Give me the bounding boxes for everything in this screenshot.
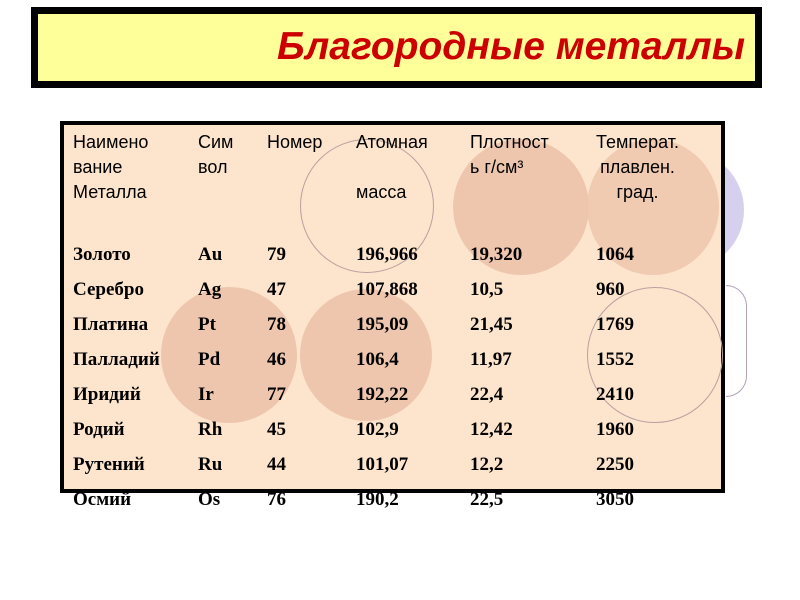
- cell-mass: 107,868: [356, 279, 418, 300]
- header-symbol: [198, 130, 233, 180]
- header-density-line: ь г/см³: [470, 157, 524, 177]
- header-mass-line: [356, 155, 428, 180]
- cell-name: Рутений: [73, 454, 145, 475]
- cell-melting: 1769: [596, 314, 634, 335]
- cell-density: 19,320: [470, 244, 523, 265]
- cell-melting: 2250: [596, 454, 634, 475]
- title-banner: [31, 7, 762, 88]
- cell-number: 45: [267, 419, 286, 440]
- cell-number: 76: [267, 489, 286, 510]
- cell-number: 78: [267, 314, 286, 335]
- cell-name: Родий: [73, 419, 125, 440]
- slide-title: Благородные металлы: [276, 25, 745, 68]
- cell-number: 47: [267, 279, 286, 300]
- cell-mass: 101,07: [356, 454, 409, 475]
- cell-mass: 195,09: [356, 314, 409, 335]
- header-melting-line: плавлен.: [600, 157, 675, 177]
- cell-symbol: Ir: [198, 384, 214, 405]
- header-melting-line: Температ.: [596, 132, 680, 152]
- cell-number: 46: [267, 349, 286, 370]
- cell-density: 21,45: [470, 314, 513, 335]
- cell-symbol: Os: [198, 489, 221, 510]
- cell-symbol: Ru: [198, 454, 223, 475]
- cell-density: 22,4: [470, 384, 504, 405]
- header-name-line: вание: [73, 157, 123, 177]
- metals-table: [60, 121, 725, 510]
- header-name: [73, 130, 148, 205]
- cell-melting: 960: [596, 279, 625, 300]
- header-name-line: Металла: [73, 182, 147, 202]
- metals-table-body: [64, 125, 721, 510]
- cell-name: Осмий: [73, 489, 132, 510]
- cell-name: Золото: [73, 244, 131, 265]
- cell-mass: 102,9: [356, 419, 399, 440]
- header-number-line: Номер: [267, 132, 323, 152]
- cell-melting: 3050: [596, 489, 634, 510]
- header-mass-line: Атомная: [356, 132, 428, 152]
- cell-mass: 190,2: [356, 489, 399, 510]
- cell-mass: 196,966: [356, 244, 418, 265]
- header-melting: [596, 130, 679, 205]
- cell-number: 44: [267, 454, 286, 475]
- cell-density: 10,5: [470, 279, 504, 300]
- header-melting-line: град.: [616, 182, 659, 202]
- cell-mass: 192,22: [356, 384, 409, 405]
- header-mass: [356, 130, 428, 205]
- header-density-line: Плотност: [470, 132, 549, 152]
- cell-density: 11,97: [470, 349, 512, 370]
- cell-symbol: Au: [198, 244, 223, 265]
- cell-melting: 1552: [596, 349, 634, 370]
- header-symbol-line: Сим: [198, 132, 234, 152]
- cell-melting: 1064: [596, 244, 634, 265]
- title-banner-inner: [38, 14, 755, 81]
- cell-density: 22,5: [470, 489, 504, 510]
- header-density: [470, 130, 549, 180]
- cell-name: Серебро: [73, 279, 144, 300]
- header-number: [267, 130, 322, 155]
- cell-number: 79: [267, 244, 286, 265]
- cell-symbol: Pt: [198, 314, 216, 335]
- cell-melting: 1960: [596, 419, 634, 440]
- decorative-ring: [726, 285, 747, 397]
- cell-density: 12,2: [470, 454, 504, 475]
- header-mass-line: масса: [356, 182, 407, 202]
- cell-symbol: Pd: [198, 349, 221, 370]
- cell-name: Платина: [73, 314, 149, 335]
- cell-name: Иридий: [73, 384, 141, 405]
- cell-density: 12,42: [470, 419, 513, 440]
- header-symbol-line: вол: [198, 157, 228, 177]
- cell-symbol: Rh: [198, 419, 223, 440]
- cell-symbol: Ag: [198, 279, 222, 300]
- header-name-line: Наимено: [73, 132, 149, 152]
- cell-mass: 106,4: [356, 349, 399, 370]
- cell-melting: 2410: [596, 384, 634, 405]
- cell-number: 77: [267, 384, 286, 405]
- cell-name: Палладий: [73, 349, 160, 370]
